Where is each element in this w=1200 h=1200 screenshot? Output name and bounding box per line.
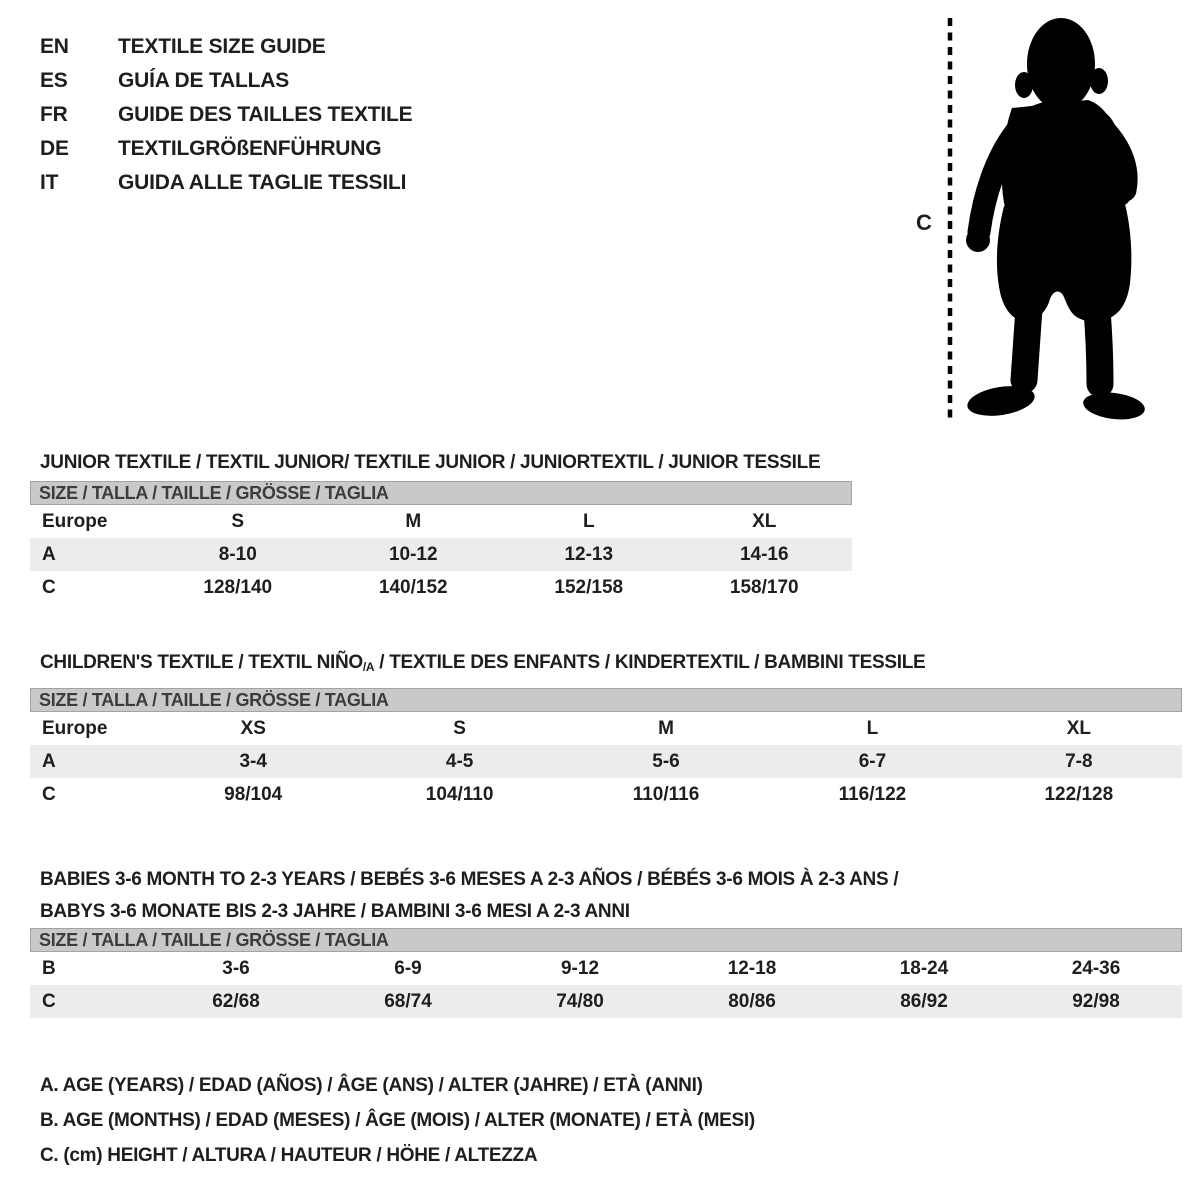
height-cell: 68/74: [384, 990, 432, 1012]
language-code: EN: [40, 35, 69, 58]
height-cell: 116/122: [838, 783, 907, 805]
language-row: [40, 98, 412, 132]
table-row-age: [30, 538, 852, 571]
size-cell: XL: [1066, 717, 1091, 739]
size-cell: M: [658, 717, 674, 739]
row-label: B: [42, 957, 56, 979]
language-title: GUIDE DES TAILLES TEXTILE: [118, 103, 413, 126]
language-code: IT: [40, 171, 59, 194]
language-code: ES: [40, 69, 68, 92]
language-title: TEXTILE SIZE GUIDE: [118, 35, 326, 58]
age-cell: 10-12: [388, 543, 438, 565]
table-row-months: [30, 952, 1182, 985]
age-cell: 7-8: [1065, 750, 1093, 772]
height-cell: 74/80: [556, 990, 604, 1012]
months-cell: 12-18: [727, 957, 777, 979]
age-cell: 6-7: [858, 750, 887, 772]
babies-section-title-line1: BABIES 3-6 MONTH TO 2-3 YEARS / BEBÉS 3-6 MESES A 2-3 AÑOS / BÉBÉS 3-6 MOIS À 2-3 ANS /: [40, 868, 899, 890]
language-title: TEXTILGRÖßENFÜHRUNG: [118, 137, 382, 160]
babies-section-title-line2: BABYS 3-6 MONATE BIS 2-3 JAHRE / BAMBINI 3-6 MESI A 2-3 ANNI: [40, 900, 630, 922]
height-cell: 92/98: [1072, 990, 1120, 1012]
height-measure-label: C: [916, 210, 932, 235]
table-row-height: [30, 778, 1182, 811]
row-label: Europe: [42, 717, 108, 739]
size-cell: L: [582, 510, 595, 532]
babies-size-table: [30, 928, 1182, 1018]
age-cell: 8-10: [218, 543, 257, 565]
age-cell: 4-5: [445, 750, 474, 772]
row-label: C: [42, 576, 56, 598]
size-header-band: SIZE / TALLA / TAILLE / GRÖSSE / TAGLIA: [30, 688, 1182, 712]
language-row: [40, 30, 412, 64]
height-cell: 128/140: [203, 576, 273, 598]
children-section-title: [40, 652, 925, 674]
language-title-list: [40, 30, 412, 200]
size-cell: S: [231, 510, 245, 532]
table-row-europe: [30, 505, 852, 538]
height-cell: 62/68: [212, 990, 260, 1012]
size-cell: S: [453, 717, 466, 739]
height-cell: 140/152: [378, 576, 448, 598]
height-cell: 110/116: [632, 783, 700, 805]
toddler-body: [965, 18, 1146, 423]
junior-size-table: [30, 481, 852, 604]
months-cell: 18-24: [899, 957, 949, 979]
children-size-table: [30, 688, 1182, 811]
age-cell: 14-16: [739, 543, 789, 565]
months-cell: 3-6: [222, 957, 250, 979]
height-cell: 152/158: [554, 576, 624, 598]
months-cell: 24-36: [1071, 957, 1121, 979]
language-row: [40, 166, 412, 200]
height-cell: 98/104: [224, 783, 283, 805]
months-cell: 9-12: [560, 957, 600, 979]
table-row-age: [30, 745, 1182, 778]
legend-line-b: B. AGE (MONTHS) / EDAD (MESES) / ÂGE (MOIS) / ALTER (MONATE) / ETÀ (MESI): [40, 1110, 755, 1131]
table-row-europe: [30, 712, 1182, 745]
row-label: Europe: [42, 510, 108, 532]
size-cell: XL: [752, 510, 777, 532]
size-cell: XS: [240, 717, 266, 739]
size-cell: L: [866, 717, 879, 739]
height-cell: 122/128: [1044, 783, 1114, 805]
height-cell: 86/92: [900, 990, 948, 1012]
height-cell: 104/110: [425, 783, 494, 805]
row-label: C: [42, 990, 56, 1012]
age-cell: 3-4: [239, 750, 267, 772]
toddler-silhouette-icon: [900, 0, 1200, 430]
row-label: C: [42, 783, 56, 805]
table-row-height: [30, 985, 1182, 1018]
language-row: [40, 132, 412, 166]
table-row-height: [30, 571, 852, 604]
measurement-legend: [40, 1068, 755, 1173]
language-row: [40, 64, 412, 98]
language-title: GUÍA DE TALLAS: [118, 69, 290, 92]
age-cell: 12-13: [564, 543, 614, 565]
children-title-subscript: /A: [362, 659, 375, 674]
size-cell: M: [405, 510, 422, 532]
months-cell: 6-9: [394, 957, 422, 979]
size-header-band: SIZE / TALLA / TAILLE / GRÖSSE / TAGLIA: [30, 481, 852, 505]
legend-line-c: C. (cm) HEIGHT / ALTURA / HAUTEUR / HÖHE / ALTEZZA: [40, 1145, 538, 1166]
age-cell: 5-6: [652, 750, 680, 772]
language-code: DE: [40, 137, 69, 160]
language-code: FR: [40, 103, 68, 126]
children-title-main: CHILDREN'S TEXTILE / TEXTIL NIÑO: [40, 651, 363, 673]
row-label: A: [42, 543, 56, 565]
junior-section-title: JUNIOR TEXTILE / TEXTIL JUNIOR/ TEXTILE JUNIOR / JUNIORTEXTIL / JUNIOR TESSILE: [40, 451, 821, 473]
language-title: GUIDA ALLE TAGLIE TESSILI: [118, 171, 407, 194]
legend-line-a: A. AGE (YEARS) / EDAD (AÑOS) / ÂGE (ANS) / ALTER (JAHRE) / ETÀ (ANNI): [40, 1075, 703, 1096]
height-cell: 80/86: [728, 990, 776, 1012]
height-measure-figure: [900, 0, 1200, 430]
row-label: A: [42, 750, 56, 772]
children-title-rest: / TEXTILE DES ENFANTS / KINDERTEXTIL / BAMBINI TESSILE: [374, 651, 926, 673]
size-header-band: SIZE / TALLA / TAILLE / GRÖSSE / TAGLIA: [30, 928, 1182, 952]
height-cell: 158/170: [729, 576, 799, 598]
